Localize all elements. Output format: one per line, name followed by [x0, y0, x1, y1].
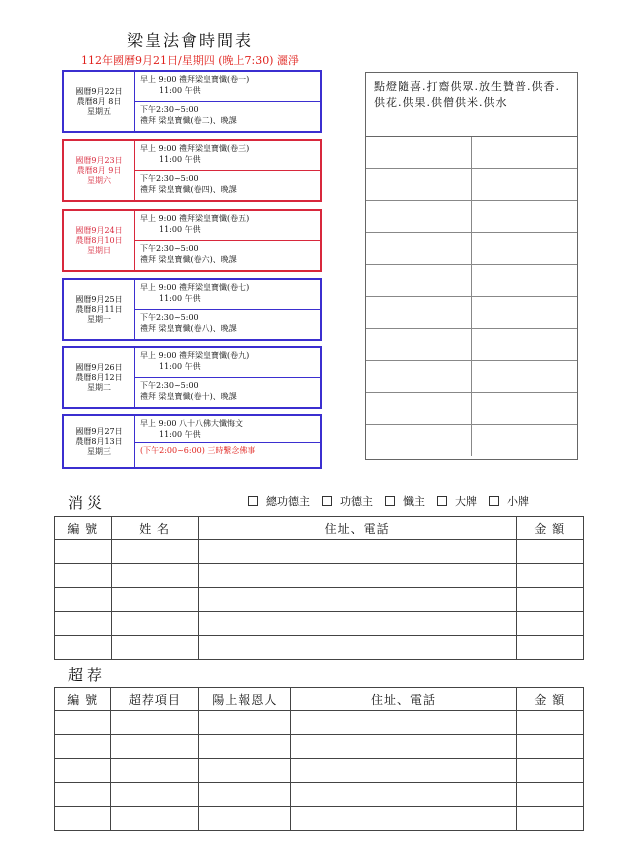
table-cell[interactable] — [55, 807, 111, 831]
morning-session — [135, 280, 320, 310]
offerings-cell[interactable] — [472, 329, 578, 361]
table-cell[interactable] — [111, 711, 199, 735]
morning-text: 早上 9:00 八十八佛大懺悔文 — [140, 419, 244, 428]
table-row — [55, 711, 584, 735]
table-cell[interactable] — [111, 807, 199, 831]
morning-sub: 11:00 午供 — [159, 86, 201, 95]
column-header: 編 號 — [55, 517, 112, 540]
checkbox-square[interactable] — [489, 496, 499, 506]
table-row — [55, 588, 584, 612]
table-row — [55, 735, 584, 759]
table-cell[interactable] — [111, 612, 198, 636]
table-cell[interactable] — [516, 759, 583, 783]
table-cell[interactable] — [516, 807, 583, 831]
morning-session — [135, 141, 320, 171]
xiaozai-table — [54, 516, 584, 660]
afternoon-text: 下午2:30~5:00 — [140, 244, 199, 253]
offerings-text: 點燈隨喜.打齋供眾.放生贊普.供香.供花.供果.供僧供米.供水 — [366, 73, 577, 137]
morning-text: 早上 9:00 禮拜梁皇寶懺(卷三) — [140, 144, 250, 153]
morning-text: 早上 9:00 禮拜梁皇寶懺(卷五) — [140, 214, 250, 223]
table-cell[interactable] — [111, 783, 199, 807]
option-label: 總功德主 — [266, 495, 310, 508]
table-cell[interactable] — [516, 711, 583, 735]
offerings-cell[interactable] — [472, 393, 578, 425]
afternoon-text: 下午2:30~5:00 — [140, 174, 199, 183]
option-label: 大牌 — [455, 495, 477, 508]
table-cell[interactable] — [55, 783, 111, 807]
table-cell[interactable] — [199, 783, 291, 807]
morning-sub: 11:00 午供 — [159, 362, 201, 371]
schedule-day — [62, 70, 322, 133]
offerings-cell[interactable] — [366, 169, 472, 201]
xiaozai-options — [248, 493, 541, 509]
offerings-cell[interactable] — [472, 265, 578, 297]
morning-sub: 11:00 午供 — [159, 155, 201, 164]
afternoon-sub: 禮拜 梁皇寶懺(卷二)、晚課 — [140, 116, 237, 125]
offerings-row — [366, 137, 577, 169]
gregorian-date: 國曆9月24日 — [75, 225, 123, 235]
column-header: 金 額 — [516, 688, 583, 711]
table-cell[interactable] — [111, 588, 198, 612]
afternoon-sub: 禮拜 梁皇寶懺(卷四)、晚課 — [140, 185, 237, 194]
offerings-cell[interactable] — [366, 233, 472, 265]
morning-session — [135, 348, 320, 378]
table-cell[interactable] — [111, 759, 199, 783]
offerings-row — [366, 393, 577, 425]
table-cell[interactable] — [291, 711, 516, 735]
option-label: 小牌 — [507, 495, 529, 508]
lunar-date: 農曆8月13日 — [75, 436, 123, 446]
table-cell[interactable] — [516, 636, 583, 660]
schedule-day — [62, 346, 322, 409]
offerings-cell[interactable] — [366, 425, 472, 457]
column-header: 住址、電話 — [291, 688, 516, 711]
offerings-cell[interactable] — [366, 329, 472, 361]
morning-text: 早上 9:00 禮拜梁皇寶懺(卷七) — [140, 283, 250, 292]
option-label: 功德主 — [340, 495, 373, 508]
offerings-box — [365, 72, 578, 460]
column-header: 住址、電話 — [198, 517, 516, 540]
offerings-row — [366, 425, 577, 457]
table-cell[interactable] — [111, 540, 198, 564]
afternoon-session — [135, 102, 320, 131]
offerings-cell[interactable] — [366, 265, 472, 297]
table-cell[interactable] — [198, 540, 516, 564]
morning-session — [135, 416, 320, 443]
table-cell[interactable] — [55, 759, 111, 783]
lunar-date: 農曆8月10日 — [75, 235, 123, 245]
checkbox-square[interactable] — [385, 496, 395, 506]
checkbox-square[interactable] — [248, 496, 258, 506]
offerings-row — [366, 265, 577, 297]
morning-sub: 11:00 午供 — [159, 225, 201, 234]
table-cell[interactable] — [199, 807, 291, 831]
afternoon-text: 下午2:30~5:00 — [140, 381, 199, 390]
column-header: 姓 名 — [111, 517, 198, 540]
table-cell[interactable] — [198, 636, 516, 660]
table-row — [55, 759, 584, 783]
table-cell[interactable] — [199, 735, 291, 759]
table-cell[interactable] — [199, 759, 291, 783]
weekday: 星期六 — [87, 175, 111, 185]
weekday: 星期日 — [87, 245, 111, 255]
table-cell[interactable] — [198, 588, 516, 612]
table-cell[interactable] — [111, 636, 198, 660]
morning-session — [135, 211, 320, 241]
table-cell[interactable] — [55, 540, 112, 564]
table-row — [55, 636, 584, 660]
schedule-date — [64, 348, 135, 407]
offerings-cell[interactable] — [472, 233, 578, 265]
table-cell[interactable] — [55, 711, 111, 735]
table-cell[interactable] — [55, 612, 112, 636]
table-cell[interactable] — [291, 783, 516, 807]
afternoon-session — [135, 241, 320, 270]
schedule-date — [64, 211, 135, 270]
offerings-row — [366, 361, 577, 393]
page-title: 梁皇法會時間表 — [126, 31, 253, 50]
table-row — [55, 564, 584, 588]
weekday: 星期一 — [87, 314, 111, 324]
offerings-row — [366, 329, 577, 361]
schedule-day — [62, 139, 322, 202]
table-cell[interactable] — [55, 588, 112, 612]
afternoon-text: 下午2:30~5:00 — [140, 313, 199, 322]
afternoon-sub: 禮拜 梁皇寶懺(卷八)、晚課 — [140, 324, 237, 333]
option-checkbox[interactable] — [322, 493, 373, 509]
schedule-date — [64, 280, 135, 339]
weekday: 星期二 — [87, 382, 111, 392]
schedule-day — [62, 209, 322, 272]
offerings-row — [366, 233, 577, 265]
offerings-cell[interactable] — [472, 361, 578, 393]
table-cell[interactable] — [111, 735, 199, 759]
table-cell[interactable] — [199, 711, 291, 735]
table-cell[interactable] — [198, 612, 516, 636]
schedule-day — [62, 414, 322, 469]
table-cell[interactable] — [516, 735, 583, 759]
checkbox-square[interactable] — [437, 496, 447, 506]
offerings-cell[interactable] — [366, 201, 472, 233]
afternoon-text: (下午2:00~6:00) 三時繫念佛事 — [140, 446, 256, 455]
option-checkbox[interactable] — [248, 493, 310, 509]
afternoon-session — [135, 443, 320, 467]
offerings-cell[interactable] — [472, 425, 578, 457]
chaojian-label: 超荐 — [68, 666, 107, 684]
page-subtitle: 112年國曆9月21日/星期四 (晚上7:30) 灑淨 — [81, 54, 299, 67]
option-checkbox[interactable] — [489, 493, 529, 509]
table-cell[interactable] — [291, 807, 516, 831]
table-row — [55, 540, 584, 564]
weekday: 星期三 — [87, 446, 111, 456]
schedule-date — [64, 72, 135, 131]
table-cell[interactable] — [516, 783, 583, 807]
schedule-day — [62, 278, 322, 341]
table-cell[interactable] — [55, 636, 112, 660]
checkbox-square[interactable] — [322, 496, 332, 506]
table-row — [55, 783, 584, 807]
offerings-row — [366, 201, 577, 233]
lunar-date: 農曆8月 8日 — [76, 96, 122, 106]
column-header: 編 號 — [55, 688, 111, 711]
offerings-cell[interactable] — [472, 201, 578, 233]
table-cell[interactable] — [291, 735, 516, 759]
afternoon-session — [135, 378, 320, 407]
offerings-cell[interactable] — [472, 169, 578, 201]
offerings-cell[interactable] — [472, 297, 578, 329]
table-cell[interactable] — [55, 564, 112, 588]
table-cell[interactable] — [516, 612, 583, 636]
table-cell[interactable] — [198, 564, 516, 588]
offerings-row — [366, 297, 577, 329]
offerings-cell[interactable] — [366, 361, 472, 393]
table-cell[interactable] — [516, 540, 583, 564]
afternoon-session — [135, 310, 320, 339]
schedule-date — [64, 416, 135, 467]
chaojian-table — [54, 687, 584, 831]
table-row — [55, 612, 584, 636]
afternoon-session — [135, 171, 320, 200]
gregorian-date: 國曆9月22日 — [75, 86, 123, 96]
table-row — [55, 807, 584, 831]
table-cell[interactable] — [291, 759, 516, 783]
table-cell[interactable] — [55, 735, 111, 759]
schedule-date — [64, 141, 135, 200]
lunar-date: 農曆8月 9日 — [76, 165, 122, 175]
afternoon-sub: 禮拜 梁皇寶懺(卷六)、晚課 — [140, 255, 237, 264]
gregorian-date: 國曆9月26日 — [75, 362, 123, 372]
offerings-cell[interactable] — [366, 297, 472, 329]
xiaozai-label: 消災 — [68, 494, 107, 512]
column-header: 金 額 — [516, 517, 583, 540]
offerings-cell[interactable] — [366, 137, 472, 169]
morning-sub: 11:00 午供 — [159, 430, 201, 439]
gregorian-date: 國曆9月25日 — [75, 294, 123, 304]
morning-text: 早上 9:00 禮拜梁皇寶懺(卷一) — [140, 75, 250, 84]
offerings-cell[interactable] — [366, 393, 472, 425]
offerings-grid — [366, 137, 577, 456]
offerings-cell[interactable] — [472, 137, 578, 169]
option-checkbox[interactable] — [385, 493, 425, 509]
gregorian-date: 國曆9月23日 — [75, 155, 123, 165]
afternoon-sub: 禮拜 梁皇寶懺(卷十)、晚課 — [140, 392, 237, 401]
table-cell[interactable] — [111, 564, 198, 588]
table-cell[interactable] — [516, 564, 583, 588]
weekday: 星期五 — [87, 106, 111, 116]
table-cell[interactable] — [516, 588, 583, 612]
gregorian-date: 國曆9月27日 — [75, 426, 123, 436]
column-header: 陽上報恩人 — [199, 688, 291, 711]
morning-session — [135, 72, 320, 102]
column-header: 超荐項目 — [111, 688, 199, 711]
option-checkbox[interactable] — [437, 493, 477, 509]
option-label: 懺主 — [403, 495, 425, 508]
offerings-row — [366, 169, 577, 201]
lunar-date: 農曆8月11日 — [75, 304, 123, 314]
morning-text: 早上 9:00 禮拜梁皇寶懺(卷九) — [140, 351, 250, 360]
lunar-date: 農曆8月12日 — [75, 372, 123, 382]
morning-sub: 11:00 午供 — [159, 294, 201, 303]
afternoon-text: 下午2:30~5:00 — [140, 105, 199, 114]
